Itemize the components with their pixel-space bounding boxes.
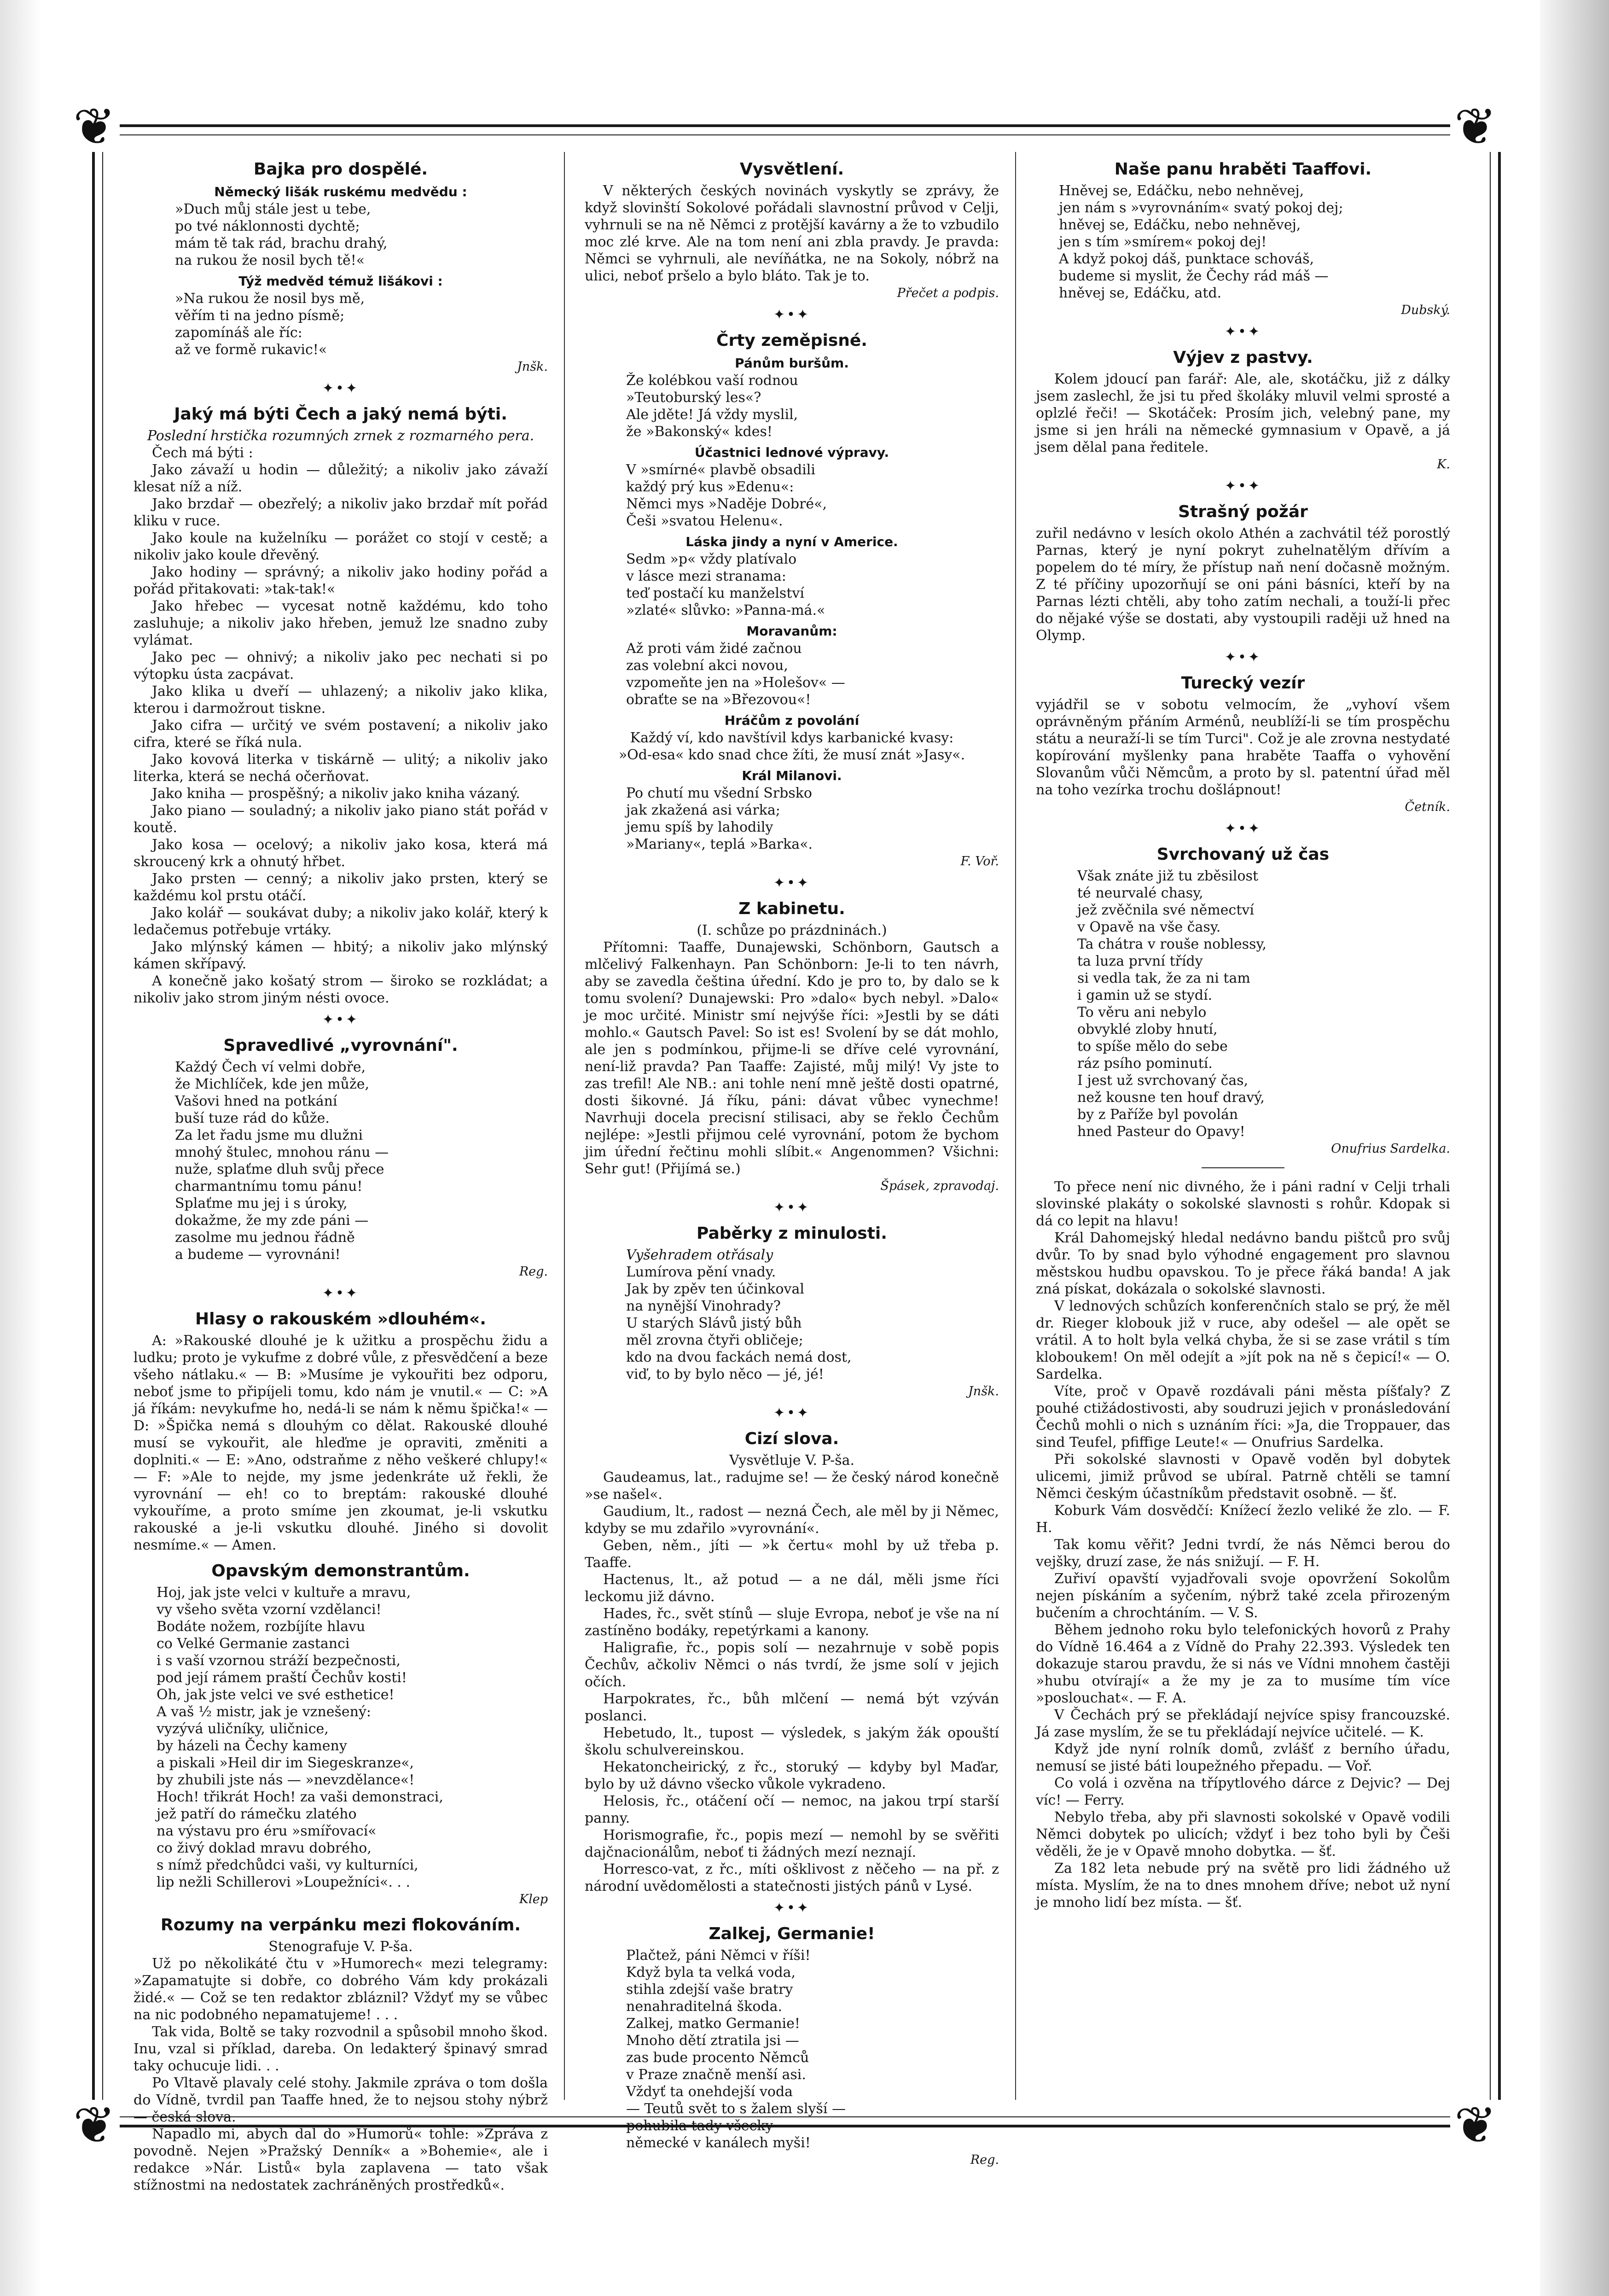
article-title: Črty zeměpisné. xyxy=(716,331,867,350)
verse-line: »Duch můj stále jest u tebe, xyxy=(175,201,371,217)
verse-line: Každý Čech ví velmi dobře, xyxy=(175,1059,366,1075)
article-paberky-z-minulosti xyxy=(585,1224,999,1400)
paragraph: Jako kosa — ocelový; a nikoliv jako kosa, která má skroucený krk a ohnutý hřbet. xyxy=(134,837,548,870)
article-title: Z kabinetu. xyxy=(738,899,845,918)
verse-line: vyzývá uličníky, uličnice, xyxy=(157,1721,329,1737)
verse-line: po tvé náklonnosti dychtě; xyxy=(175,218,360,234)
paragraph: Kolem jdoucí pan farář: Ale, ale, skotáčku, již z dálky jsem zaslechl, že jsi tu před školáky mluvil velmi sprosté a oplzlé řeči! — Skotáček: Prosím jich, velebný pane, my jsme si jen hráli na německé gymnasium v Opavě, a já jsem dělal pana ředitele. xyxy=(1036,371,1450,455)
note-paragraph: Král Dahomejský hledal nedávno bandu pištců pro svůj dvůr. To by snad bylo výhodné engagement pro slavnou městskou hudbu opavskou. To je přece řáká banda! A jak zná pískat, dokázala o sokolské slavnosti. xyxy=(1036,1230,1450,1297)
verse-line: Za let řadu jsme mu dlužni xyxy=(175,1127,363,1143)
paragraph: A konečně jako košatý strom — široko se rozkládat; a nikoliv jako strom jiným nésti ovoce. xyxy=(134,973,548,1006)
separator-ornament: ✦•✦ xyxy=(773,1200,810,1216)
verse xyxy=(1036,868,1450,1140)
note-paragraph: Za 182 leta nebude prý na světě pro lidi žádného už místa. Myslím, že na to dnes mnohem dříve; nebot už nyní je mnoho lidí bez místa. — šť. xyxy=(1036,1860,1450,1911)
author-signature: Klep xyxy=(519,1892,548,1906)
author-signature: Jnšk. xyxy=(517,360,548,374)
verse-line: na rukou že nosil bych tě!« xyxy=(175,252,365,268)
article-title: Turecký vezír xyxy=(1181,674,1305,693)
author-signature: Reg. xyxy=(519,1265,548,1279)
verse-line: viď, to by bylo něco — jé, jé! xyxy=(626,1366,824,1382)
verse-line: pod její rámem praští Čechův kosti! xyxy=(157,1670,407,1686)
paragraph: Jako brzdař — obezřelý; a nikoliv jako brzdař mít pořád kliku v ruce. xyxy=(134,496,548,529)
paragraph: Jako mlýnský kámen — hbitý; a nikoliv jako mlýnský kámen skřípavý. xyxy=(134,939,548,972)
verse-line: obvyklé zloby hnutí, xyxy=(1077,1021,1218,1037)
verse-line: každý prý kus »Edenu«: xyxy=(626,479,794,495)
paragraph: Hekatoncheirický, z řc., storuký — kdyby byl Maďar, bylo by už dávno všecko vůkole vykradeno. xyxy=(585,1759,999,1792)
verse-line: si vedla tak, že za ni tam xyxy=(1077,970,1250,986)
verse-line: v lásce mezi stranama: xyxy=(626,568,786,584)
verse-line: by házeli na Čechy kameny xyxy=(157,1738,347,1754)
verse-line: Bodáte nožem, rozbíjíte hlavu xyxy=(157,1619,366,1635)
article-subheading: Německý lišák ruskému medvědu : xyxy=(214,184,467,199)
verse xyxy=(585,372,999,440)
verse-line: Jak by zpěv ten účinkoval xyxy=(626,1281,804,1297)
paragraph: Jako cifra — určitý ve svém postavení; a nikoliv jako cifra, které se říká nula. xyxy=(134,717,548,751)
verse-line: pohubila tady všecky xyxy=(626,2118,773,2134)
column-rule xyxy=(1015,152,1016,2100)
verse xyxy=(585,729,999,763)
verse-line: — Teutů svět to s žalem slyší — xyxy=(626,2101,846,2117)
paragraph: Gaudeamus, lat., radujme se! — že český národ konečně »se našel«. xyxy=(585,1469,999,1503)
article-bajka xyxy=(134,159,548,375)
corner-ornament-icon: ❦ xyxy=(69,2100,120,2150)
verse-line: Když byla ta velká voda, xyxy=(626,1964,796,1981)
verse xyxy=(134,201,548,269)
article-title: Bajka pro dospělé. xyxy=(253,160,428,179)
item-heading: Účastnici lednové výpravy. xyxy=(694,445,889,460)
separator-ornament: ✦•✦ xyxy=(322,1012,359,1028)
verse-line: jen nám s »vyrovnáním« svatý pokoj dej; xyxy=(1059,200,1343,216)
verse-line: A vaš ½ mistr, jak je vznešený: xyxy=(157,1704,372,1720)
paragraph: Jako kniha — prospěšný; a nikoliv jako kniha vázaný. xyxy=(152,786,520,802)
verse-line: a piskali »Heil dir im Siegeskranze«, xyxy=(157,1755,414,1771)
verse-line: Po chutí mu všední Srbsko xyxy=(626,785,812,801)
separator-ornament: ✦•✦ xyxy=(773,875,810,891)
separator-ornament: ✦•✦ xyxy=(322,380,359,396)
verse xyxy=(585,461,999,530)
verse-line: Ta chátra v rouše noblessy, xyxy=(1077,936,1267,952)
article-cizi-slova xyxy=(585,1429,999,1895)
column-right xyxy=(1036,152,1450,1911)
verse-line: až ve formě rukavic!« xyxy=(175,342,327,358)
verse-line: dokažme, že my zde páni — xyxy=(175,1212,369,1229)
verse-line: zasolme mu jednou řádně xyxy=(175,1230,355,1246)
verse-line: i s vaší vzornou stráží bezpečnosti, xyxy=(157,1653,401,1669)
separator-ornament: ✦•✦ xyxy=(773,1900,810,1916)
short-notes xyxy=(1036,1178,1450,1911)
paragraph: Jako koule na kuželníku — porážet co stojí v cestě; a nikoliv jako koule dřevěný. xyxy=(134,530,548,563)
column-middle xyxy=(585,152,999,2168)
verse-line: U starých Slávů jistý bůh xyxy=(626,1315,802,1331)
verse-line: nuže, splaťme dluh svůj přece xyxy=(175,1161,384,1177)
verse xyxy=(1036,182,1450,302)
verse-line: »Na rukou že nosil bys mě, xyxy=(175,291,365,307)
verse xyxy=(585,785,999,853)
paragraph: Čech má býti : xyxy=(152,445,253,461)
verse-line: Oh, jak jste velci ve své esthetice! xyxy=(157,1687,395,1703)
note-paragraph: Co volá i ozvěna na třípytlového dárce z Dejvic? — Dej víc! — Ferry. xyxy=(1036,1775,1450,1808)
author-signature: Špásek, zpravodaj. xyxy=(880,1179,999,1193)
verse-line: Hněvej se, Edáčku, nebo nehněvej, xyxy=(1059,183,1304,199)
verse-line: obraťte se na »Březovou«! xyxy=(626,692,811,708)
article-crty-zemepisne xyxy=(585,331,999,870)
paragraph: Po Vltavě plavaly celé stohy. Jakmile zpráva o tom došla do Vídně, tvrdil pan Taaffe hned, že to nejsou stohy nýbrž — česká slova. xyxy=(134,2075,548,2125)
verse xyxy=(134,1584,548,1891)
note-paragraph: To přece není nic divného, že i páni radní v Celji trhali slovinské plakáty o sokolské slavnosti s rohůr. Kdopak si dá co lepit na hlavu! xyxy=(1036,1179,1450,1229)
verse-line: buší tuze rád do kůže. xyxy=(175,1110,330,1126)
verse-line: Vyšehradem otřásaly xyxy=(626,1247,773,1263)
note-paragraph: V Čechách prý se překládají nejvíce spisy francouzské. Já zase myslím, že se tu překládají nejvíce učitelé. — K. xyxy=(1036,1707,1450,1740)
article-title: Opavským demonstrantům. xyxy=(211,1562,470,1580)
article-vyjev-z-pastvy xyxy=(1036,348,1450,473)
verse-line: Hoj, jak jste velci v kultuře a mravu, xyxy=(157,1585,411,1601)
note-paragraph: Během jednoho roku bylo telefonických hovorů z Prahy do Vídně 16.464 a z Vídně do Prahy 22.393. Výsledek ten dokazuje starou pravdu, že si nás ve Vídni mnohem častěji »hubu otvírají« a že my je za to musíme tím více »poslouchat«. — F. A. xyxy=(1036,1622,1450,1706)
verse-line: »zlaté« slůvko: »Panna-má.« xyxy=(626,602,825,618)
verse-line: »Od-esa« kdo snad chce žíti, že musí znát »Jasy«. xyxy=(618,747,965,763)
paragraph: Jako závaží u hodin — důležitý; a nikoliv jako závaží klesat níž a níž. xyxy=(134,462,548,495)
verse-line: jen s tím »smírem« pokoj dej! xyxy=(1059,234,1267,250)
note-paragraph: Nebylo třeba, aby při slavnosti sokolské v Opavě vodili Němci dobytek po ulicích; vždyť i bez toho byli by Češi věděli, že je v Opavě mnoho dobytka. — šť. xyxy=(1036,1809,1450,1859)
article-zalkej-germanie xyxy=(585,1924,999,2168)
article-title: Paběrky z minulosti. xyxy=(697,1224,887,1243)
article-subtitle: (I. schůze po prázdninách.) xyxy=(697,922,887,938)
verse-line: Každý ví, kdo navštívil kdys karbanické kvasy: xyxy=(630,730,954,746)
article-title: Hlasy o rakouském »dlouhém«. xyxy=(195,1310,486,1329)
note-paragraph: Víte, proč v Opavě rozdávali páni města píšťaly? Z pouhé ctižádostivosti, aby soudruzi jejich v pronásledování Čechů mohli o nich s uznáním říci: »Ja, die Troppauer, das sind Teufel, pfiffige Leute!« — Onufrius Sardelka. xyxy=(1036,1383,1450,1451)
verse-line: A když pokoj dáš, punktace schováš, xyxy=(1059,251,1314,267)
verse-line: To věru ani nebylo xyxy=(1077,1004,1207,1020)
verse-line: Sedm »p« vždy platívalo xyxy=(626,551,797,567)
verse-line: I jest už svrchovaný čas, xyxy=(1077,1072,1249,1089)
verse-line: Ale jděte! Já vždy myslil, xyxy=(626,407,798,423)
paragraph: Harpokrates, řc., bůh mlčení — nemá být vzýván poslanci. xyxy=(585,1691,999,1724)
paragraph: Jako pec — ohnivý; a nikoliv jako pec nechati si po výtopku ústa zacpávat. xyxy=(134,649,548,682)
separator-ornament: ✦•✦ xyxy=(1225,324,1261,340)
article-turecky-vezir xyxy=(1036,673,1450,816)
paragraph: Jako kovová literka v tiskárně — ulitý; a nikoliv jako literka, která se nechá očerňovat. xyxy=(134,752,548,785)
verse-line: Zalkej, matko Germanie! xyxy=(626,2016,800,2032)
paragraph: Geben, něm., jíti — »k čertu« mohl by už třeba p. Taaffe. xyxy=(585,1538,999,1571)
author-signature: F. Voř. xyxy=(960,854,999,868)
article-svrchovany-uz-cas xyxy=(1036,845,1450,1157)
corner-ornament-icon: ❦ xyxy=(1450,2100,1501,2150)
article-hlasy-o-rakouskem-dlouhem xyxy=(134,1309,548,1554)
article-jaky-ma-byti-cech xyxy=(134,404,548,1007)
scan-left-edge xyxy=(0,0,41,2296)
paragraph: Tak vida, Boltě se taky rozvodnil a spůsobil mnoho škod. Inu, vzal si příklad, dareba. On ledakterý špinavý smrad taky ochucuje lidi. . . xyxy=(134,2024,548,2074)
verse-line: stihla zdejší vaše bratry xyxy=(626,1981,793,1998)
verse-line: lip nežli Schillerovi »Loupežníci«. . . xyxy=(157,1874,411,1890)
verse-line: na výstavu pro éru »smířovací« xyxy=(157,1823,377,1839)
article-title: Cizí slova. xyxy=(744,1429,839,1448)
separator-ornament: ✦•✦ xyxy=(1225,478,1261,494)
verse-line: jež zvěčnila své němectví xyxy=(1077,902,1254,918)
article-spravedlive-vyrovnani xyxy=(134,1036,548,1280)
paragraph: Přítomni: Taaffe, Dunajewski, Schönborn, Gautsch a mlčelivý Falkenhayn. Pan Schönborn: Je-li to ten návrh, aby se zavedla čeština úřední. Kdo je pro to, by dalo se k tomu svolení? Dunajewski: Pro »dalo« bych nebyl. »Dalo« je moc určité. Ministr smí nejvýše říci: »Jestli by se dáti mohlo.« Gautsch Pavel: So ist es! Svolení by se dát mohlo, ale jen s podmínkou, přijme-li se dříve celé vyrovnání, není-liž pravda? Pan Taaffe: Zajisté, můj milý! Vy jste to zas trefil! Ale NB.: ani tohle není mně ještě dosti opatrné, dosti šikovné. Já říku, páni: dávat vůbec vynechme! Navrhuji docela precisní stilisaci, aby se řeklo Čechům nejlépe: »Jestli přijmou celé vyrovnání, potom že bychom jim úřední řečtinu mohli slíbit.« Angenommen? Všichni: Sehr gut! (Přijímá se.) xyxy=(585,939,999,1177)
author-signature: Reg. xyxy=(970,2153,999,2167)
verse-line: Lumírova pění vnady. xyxy=(626,1264,776,1280)
separator-ornament: ✦•✦ xyxy=(322,1285,359,1301)
note-paragraph: V lednových schůzích konferenčních stalo se prý, že měl dr. Rieger klobouk již v ruce, aby odešel — ale opět se vrátil. A to holt byla velká chyba, že si se zase vrátil s tím kloboukem! On měl odejít a »jít pok na ně s čepicí!« — O. Sardelka. xyxy=(1036,1298,1450,1382)
author-signature: K. xyxy=(1437,457,1450,472)
verse-line: jak zkažená asi várka; xyxy=(626,802,780,818)
verse-line: zas bude procento Němců xyxy=(626,2050,809,2066)
article-title: Naše panu hraběti Taaffovi. xyxy=(1114,160,1372,179)
article-byline: Stenografuje V. P-ša. xyxy=(268,1939,413,1955)
separator-ornament: ✦•✦ xyxy=(1225,821,1261,837)
paragraph: Hactenus, lt., až potud — a ne dál, měli jsme říci leckomu již dávno. xyxy=(585,1572,999,1605)
article-title: Rozumy na verpánku mezi flokováním. xyxy=(160,1916,521,1935)
author-signature: Onufrius Sardelka. xyxy=(1331,1142,1450,1156)
verse-line: hned Pasteur do Opavy! xyxy=(1077,1124,1245,1140)
article-title: Svrchovaný už čas xyxy=(1156,845,1330,864)
note-paragraph: Koburk Vám dosvědčí: Knížecí žezlo veliké že zlo. — F. H. xyxy=(1036,1503,1450,1536)
article-title: Zalkej, Germanie! xyxy=(709,1924,875,1943)
article-title: Vysvětlení. xyxy=(739,160,844,179)
item-heading: Láska jindy a nyní v Americe. xyxy=(685,534,898,549)
paragraph: Helosis, řc., otáčení očí — nemoc, na jakou trpí starší panny. xyxy=(585,1793,999,1826)
verse-line: by zhubili jste nás — »nevzdělance«! xyxy=(157,1772,415,1788)
verse-line: s nímž předchůdci vaši, vy kulturníci, xyxy=(157,1857,418,1873)
verse-line: Že kolébkou vaší rodnou xyxy=(626,373,798,389)
section-divider xyxy=(1202,1167,1284,1168)
article-title: Spravedlivé „vyrovnání". xyxy=(223,1036,458,1055)
paragraph: V některých českých novinách vyskytly se zprávy, že když slovinští Sokolové pořádali slavnostní průvod v Celji, vyhrnuli se na ně Němci z protější kavárny a že to vzbudilo moc zlé krve. Ale na tom není ani zbla pravdy. Je pravda: Němci se vyhrnuli, ale nevíňátka, ne na Sokoly, nóbrž na ulici, neboť pršelo a bylo bláto. Tak je to. xyxy=(585,183,999,284)
verse-line: zapomínáš ale říc: xyxy=(175,325,302,341)
article-subheading: Týž medvěd témuž lišákovi : xyxy=(238,274,443,289)
scan-right-edge xyxy=(1540,0,1609,2296)
article-vysvetleni xyxy=(585,159,999,302)
verse-line: vy všeho světa vzorní vzdělanci! xyxy=(157,1602,382,1618)
verse-line: věřím ti na jedno písmě; xyxy=(175,308,345,324)
verse-line: Však znáte již tu zběsilost xyxy=(1077,868,1259,884)
paragraph: Gaudium, lt., radost — nezná Čech, ale měl by ji Němec, kdyby se mu zdařilo »vyrovnání«. xyxy=(585,1503,999,1537)
paragraph: Jako klika u dveří — uhlazený; a nikoliv jako klika, kterou i darmožrout tiskne. xyxy=(134,683,548,717)
separator-ornament: ✦•✦ xyxy=(773,307,810,323)
article-title: Výjev z pastvy. xyxy=(1173,348,1313,367)
separator-ornament: ✦•✦ xyxy=(773,1405,810,1421)
note-paragraph: Zuřiví opavští vyjadřovali svoje opovržení Sokolům nejen pískáním a syčením, nýbrž také zcela přirozeným bučením a chrochtáním. — V. S. xyxy=(1036,1571,1450,1621)
note-paragraph: Při sokolské slavnosti v Opavě voděn byl dobytek ulicemi, jimiž průvod se ubíral. Patrně chtěli se tamní Němci českým účastníkům představit osobně. — šť. xyxy=(1036,1451,1450,1502)
column-left xyxy=(134,152,548,2194)
article-byline: Vysvětluje V. P-ša. xyxy=(729,1452,855,1469)
verse-line: Mnoho dětí ztratila jsi — xyxy=(626,2033,799,2049)
verse-line: Vždyť ta onehdejší voda xyxy=(626,2084,793,2100)
verse-line: a budeme — vyrovnáni! xyxy=(175,1247,341,1263)
verse-line: mnohý štulec, mnohou ránu — xyxy=(175,1144,389,1160)
item-heading: Moravanům: xyxy=(746,624,837,639)
paragraph: vyjádřil se v sobotu velmocím, že „vyhoví všem oprávněným přáním Arménů, neublíží-li se tím prospěchu státu a neuraží-li se tím Turci". Což je ale zrovna nestydaté kopírování myšlenky pana hraběte Taaffa o vyhovění Slovanům vůči Němcům, a proto by sl. patentní úřad měl na toho vezírka trochu došlápnout! xyxy=(1036,697,1450,798)
article-opavskym-demonstrantum xyxy=(134,1561,548,1908)
corner-ornament-icon: ❦ xyxy=(69,101,120,152)
paragraph: Jako piano — souladný; a nikoliv jako piano stát pořád v koutě. xyxy=(134,803,548,836)
verse-line: v Opavě na vše časy. xyxy=(1077,919,1221,935)
verse-line: to spíše mělo do sebe xyxy=(1077,1038,1228,1055)
paragraph: Haligrafie, řc., popis solí — nezahrnuje v sobě popis Čechův, ačkoliv Němci o nás tvrdí, že jsme solí v jejich očích. xyxy=(585,1640,999,1690)
verse-line: vzpomeňte jen na »Holešov« — xyxy=(626,675,845,691)
item-heading: Král Milanovi. xyxy=(742,768,842,783)
paragraph: Hades, řc., svět stínů — sluje Evropa, neboť je vše na ní zastíněno bodáky, repetýrkami a kanony. xyxy=(585,1606,999,1639)
item-heading: Pánům buršům. xyxy=(735,355,849,371)
verse xyxy=(585,1247,999,1383)
paragraph: Hebetudo, lt., tupost — výsledek, s jakým žák opouští školu schulvereinskou. xyxy=(585,1725,999,1758)
verse-line: Až proti vám židé začnou xyxy=(626,641,802,657)
paragraph: Napadlo mi, abych dal do »Humorů« tohle: »Zpráva z povodně. Nejen »Pražský Denník« a »Bohemie«, ale i redakce »Nár. Listů« byla zaplavena — tato však stížnostmi na nedostatek zachráněných prostředků«. xyxy=(134,2126,548,2193)
verse-line: V »smírné« plavbě obsadili xyxy=(626,462,815,478)
verse-line: budeme si myslit, že Čechy rád máš — xyxy=(1059,268,1329,284)
paragraph: Jako hřebec — vycesat notně každému, kdo toho zasluhuje; a nikoliv jako hřeben, jemuž lze snadno zuby vylámat. xyxy=(134,598,548,648)
verse-line: té neurvalé chasy, xyxy=(1077,885,1203,901)
note-paragraph: Tak komu věřit? Jedni tvrdí, že nás Němci berou do vejšky, druzí zase, že nás snižují. — F. H. xyxy=(1036,1537,1450,1570)
verse-line: »Mariany«, teplá »Barka«. xyxy=(626,836,813,852)
verse-line: zas volební akci novou, xyxy=(626,658,788,674)
verse-line: Češi »svatou Helenu«. xyxy=(626,513,783,529)
verse-line: než kousne ten houf dravý, xyxy=(1077,1090,1265,1106)
verse-line: jemu spíš by lahodily xyxy=(626,819,773,835)
verse-line: hněvej se, Edáčku, atd. xyxy=(1059,285,1222,301)
verse xyxy=(134,1059,548,1263)
verse-line: hněvej se, Edáčku, nebo nehněvej, xyxy=(1059,217,1301,233)
author-signature: Dubský. xyxy=(1401,303,1450,317)
author-signature: Jnšk. xyxy=(968,1384,999,1399)
corner-ornament-icon: ❦ xyxy=(1450,101,1501,152)
article-lead: Poslední hrstička rozumných zrnek z rozmarného pera. xyxy=(147,428,534,444)
paragraph: Jako hodiny — správný; a nikoliv jako hodiny pořád a pořád přitakovati: »tak-tak!« xyxy=(134,564,548,597)
verse-line: na nynější Vinohrady? xyxy=(626,1298,781,1314)
article-title: Strašný požár xyxy=(1178,502,1308,521)
verse-line: mám tě tak rád, brachu drahý, xyxy=(175,235,388,251)
paragraph: Horismografie, řc., popis mezí — nemohl by se svěřiti dajčnacionálům, neboť ti žádných mezí neznají. xyxy=(585,1827,999,1860)
paragraph: Horresco-vat, z řc., míti ošklivost z něčeho — na př. z národní uvědomělosti a statečnosti jistých pánů v Lysé. xyxy=(585,1861,999,1894)
verse-line: Vašovi hned na potkání xyxy=(175,1093,337,1109)
note-paragraph: Když jde nyní rolník domů, zvlášť z berního úřadu, nemusí se jisté báti loupežného přepadu. — Voř. xyxy=(1036,1741,1450,1774)
verse xyxy=(585,640,999,708)
article-rozumy-na-verpanku xyxy=(134,1915,548,2194)
verse-line: měl zrovna čtyři obličeje; xyxy=(626,1332,803,1348)
verse-line: i gamin už se stydí. xyxy=(1077,987,1213,1003)
paragraph: Už po několikáté čtu v »Humorech« mezi telegramy: »Zapamatujte si dobře, co dobrého Vám kdy prokázali židé.« — Což se ten redaktor zbláznil? Vždyť my se vůbec na nic podobného nepamatujeme! . . . xyxy=(134,1956,548,2023)
verse-line: ráz psího pominutí. xyxy=(1077,1055,1213,1072)
paragraph: Jako prsten — cenný; a nikoliv jako prsten, který se každému kol prstu otáčí. xyxy=(134,871,548,904)
verse-line: že »Bakonský« kdes! xyxy=(626,424,773,440)
paragraph: zuřil nedávno v lesích okolo Athén a zachvátil též porostlý Parnas, který je nyní pokryt zuhelnatělým dřívím a popelem do té míry, že přístup naň není dočasně možným. Z té příčiny upozorňují se oni páni básníci, kteří by na Parnas lézti chtěli, aby toho zatím nechali, a touží-li přec do nějaké výše se dostati, aby vystoupili raději už hned na Olymp. xyxy=(1036,525,1450,644)
article-nase-panu-hrabeti xyxy=(1036,159,1450,319)
verse-line: Němci mys »Naděje Dobré«, xyxy=(626,496,827,512)
verse-line: co Velké Germanie zastanci xyxy=(157,1636,350,1652)
verse-line: co živý doklad mravu dobrého, xyxy=(157,1840,372,1856)
verse-line: jež patří do rámečku zlatého xyxy=(157,1806,357,1822)
verse xyxy=(585,1947,999,2151)
verse xyxy=(134,290,548,358)
article-title: Jaký má býti Čech a jaký nemá býti. xyxy=(174,405,507,424)
verse-line: charmantnímu tomu pánu! xyxy=(175,1178,363,1195)
verse-line: kdo na dvou fackách nemá dost, xyxy=(626,1349,852,1365)
verse-line: Plačtež, páni Němci v říši! xyxy=(626,1947,811,1964)
author-signature: Četník. xyxy=(1405,800,1450,814)
verse xyxy=(585,551,999,619)
verse-line: že Michlíček, kde jen může, xyxy=(175,1076,369,1092)
verse-line: v Praze značně menší asi. xyxy=(626,2067,806,2083)
article-strasny-pozar xyxy=(1036,502,1450,644)
verse-line: ta luza první třídy xyxy=(1077,953,1203,969)
verse-line: Hoch! třikrát Hoch! za vaši demonstraci, xyxy=(157,1789,443,1805)
verse-line: teď postačí ku manželství xyxy=(626,585,804,601)
verse-line: Splaťme mu jej i s úroky, xyxy=(175,1195,348,1212)
paragraph: A: »Rakouské dlouhé je k užitku a prospěchu židu a ludku; proto je vykufme z dobré vůle, z přesvědčení a beze všeho nátlaku.« — B: »Musíme je vykouřiti bez odporu, neboť jsme to připíjeli tomu, kdo nám je vnutil.« — C: »A já říkám: nevykufme ho, nedá-li se nám k němu špička!« — D: »Špička nemá s dlouhým co dělat. Rakouské dlouhé musí se vykouřit, ale hleďme je opraviti, změniti a doplniti.« — E: »Ano, odstraňme z něho veškeré chlupy!« — F: »Ale to nejde, my jsme jedenkráte už řekli, že vyrovnání — eh! co to breptám: rakouské dlouhé vykouříme, a proto smíme jen zkoumat, je-li vskutku rakouské a je-li vskutku dlouhé. Jiného si dovolit nesmíme.« — Amen. xyxy=(134,1333,548,1553)
separator-ornament: ✦•✦ xyxy=(1225,649,1261,665)
verse-line: by z Paříže byl povolán xyxy=(1077,1107,1238,1123)
verse-line: nenahraditelná škoda. xyxy=(626,1999,783,2015)
paragraph: Jako kolář — soukávat duby; a nikoliv jako kolář, který k ledačemus potřebuje vrtáky. xyxy=(134,905,548,938)
author-signature: Přečet a podpis. xyxy=(897,286,999,300)
verse-line: »Teutoburský les«? xyxy=(626,390,761,406)
item-heading: Hráčům z povolání xyxy=(724,713,860,728)
article-z-kabinetu xyxy=(585,899,999,1195)
verse-line: německé v kanálech myši! xyxy=(626,2135,811,2151)
column-rule xyxy=(564,152,565,2100)
